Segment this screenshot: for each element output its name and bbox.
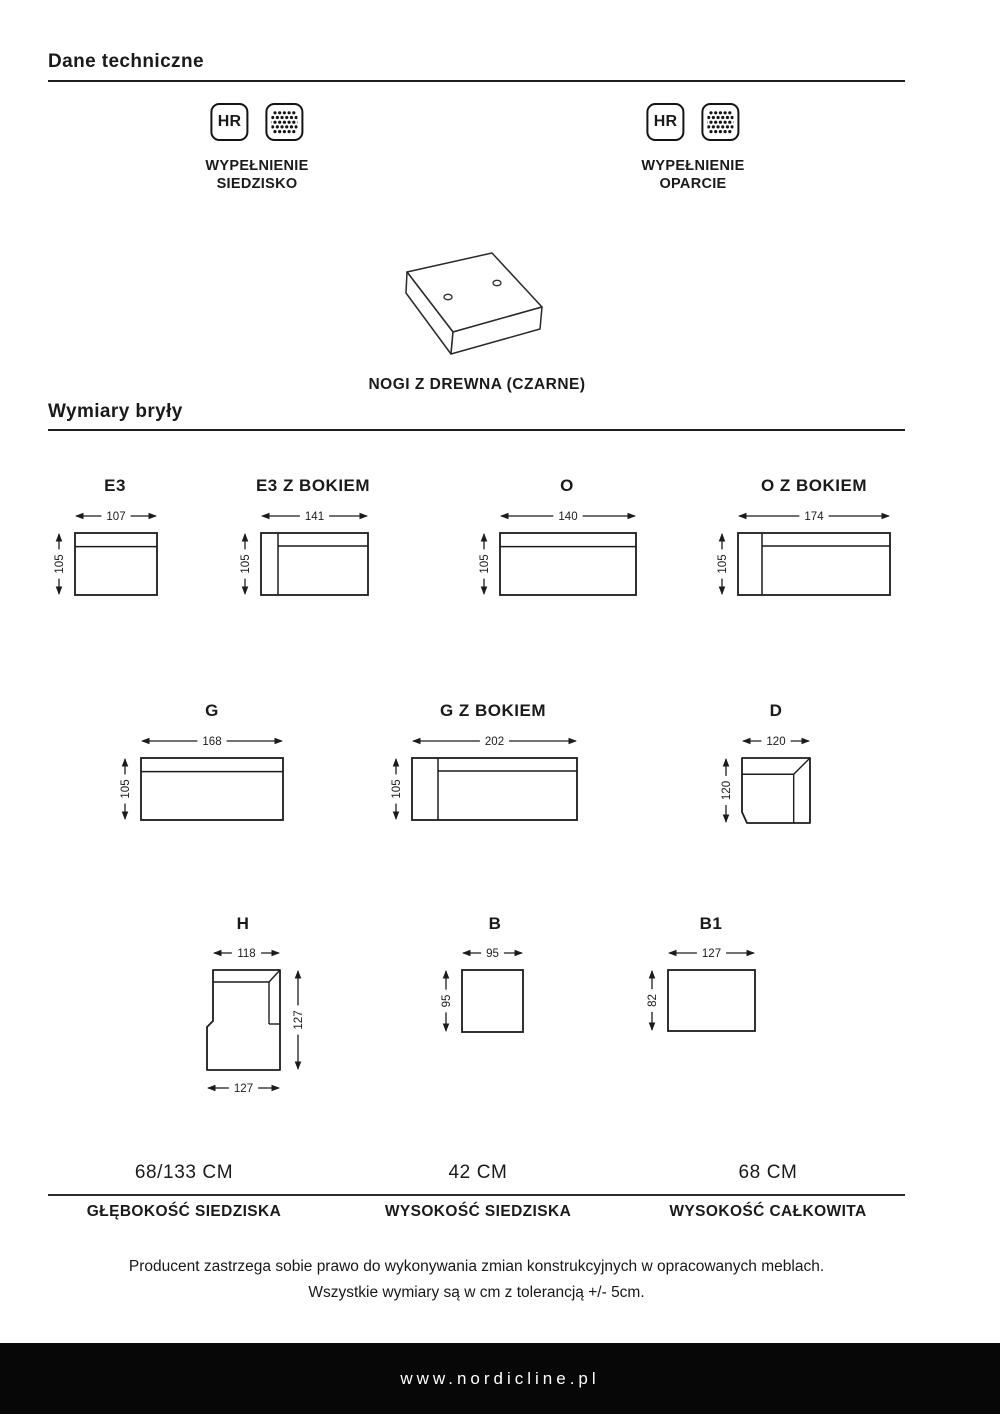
dimension-value: 140 bbox=[558, 511, 578, 523]
legs-caption: NOGI Z DREWNA (CZARNE) bbox=[368, 376, 586, 393]
module-title: O Z BOKIEM bbox=[760, 476, 868, 495]
dimension-value: 105 bbox=[120, 779, 132, 799]
dimension-value: 95 bbox=[486, 948, 499, 960]
module-diagram-o-z-bokiem bbox=[702, 505, 902, 603]
module-diagram-g bbox=[105, 730, 295, 828]
module-diagram-g-z-bokiem bbox=[376, 730, 589, 828]
module-diagram-h bbox=[203, 942, 328, 1108]
module-diagram-b bbox=[426, 942, 535, 1040]
filling-seat-group bbox=[205, 103, 308, 193]
spec-seat-height bbox=[385, 1162, 571, 1221]
hr-foam-badge-icon: HR bbox=[210, 103, 248, 141]
spec-label: WYSOKOŚĆ SIEDZISKA bbox=[384, 1203, 572, 1220]
foam-dots-icon bbox=[265, 103, 303, 141]
module-title: E3 bbox=[104, 476, 126, 495]
dimension-value: 127 bbox=[701, 948, 722, 960]
dimension-value: 105 bbox=[479, 554, 491, 574]
module-title: G Z BOKIEM bbox=[439, 701, 547, 720]
hr-foam-badge-icon: HR bbox=[646, 103, 684, 141]
dimension-value: 95 bbox=[441, 994, 453, 1008]
foam-dots-icon bbox=[701, 103, 739, 141]
filling-label-line2: SIEDZISKO bbox=[216, 176, 298, 192]
module-diagram-e3-z-bokiem bbox=[225, 505, 380, 603]
divider bbox=[48, 80, 905, 82]
module-title: H bbox=[236, 914, 250, 933]
filling-label-line2: OPARCIE bbox=[659, 176, 727, 192]
module-diagram-d bbox=[706, 730, 822, 831]
spec-value: 42 CM bbox=[448, 1162, 508, 1183]
dimension-value: 105 bbox=[54, 554, 66, 574]
dimension-value: 202 bbox=[484, 736, 505, 748]
module-diagram-o bbox=[464, 505, 648, 603]
foam-dots-pattern bbox=[271, 109, 297, 135]
module-title: O bbox=[560, 476, 574, 495]
dimension-value: 105 bbox=[240, 554, 252, 574]
foam-dots-pattern bbox=[707, 109, 733, 135]
spec-seat-depth bbox=[87, 1162, 281, 1221]
filling-back-group bbox=[641, 103, 744, 193]
dimension-value: 120 bbox=[721, 780, 733, 801]
module-title: D bbox=[769, 701, 783, 720]
spec-label: GŁĘBOKOŚĆ SIEDZISKA bbox=[86, 1203, 282, 1220]
disclaimer-line1: Producent zastrzega sobie prawo do wykonywania zmian konstrukcyjnych w opracowanych meblach. bbox=[128, 1258, 825, 1275]
filling-label-line1: WYPEŁNIENIE bbox=[641, 158, 745, 174]
dimension-value: 105 bbox=[391, 779, 403, 799]
divider bbox=[48, 429, 905, 431]
dimension-value: 82 bbox=[647, 994, 659, 1007]
dimension-value: 127 bbox=[293, 1010, 305, 1030]
disclaimer-line2: Wszystkie wymiary są w cm z tolerancją +/- 5cm. bbox=[308, 1284, 645, 1301]
wooden-leg-illustration bbox=[397, 252, 557, 367]
module-diagram-e3 bbox=[39, 505, 169, 603]
module-diagram-b1 bbox=[632, 942, 767, 1039]
disclaimer bbox=[48, 1254, 905, 1306]
module-title: B1 bbox=[699, 914, 723, 933]
footer-bar bbox=[0, 1343, 1000, 1414]
dimension-value: 118 bbox=[237, 948, 256, 960]
module-title: B bbox=[488, 914, 502, 933]
section-title-wymiary-bryly: Wymiary bryły bbox=[48, 401, 183, 422]
dimension-value: 168 bbox=[202, 736, 222, 748]
filling-label-line1: WYPEŁNIENIE bbox=[205, 158, 309, 174]
dimension-value: 107 bbox=[106, 511, 126, 523]
dimension-value: 120 bbox=[766, 736, 786, 748]
section-title-dane-techniczne: Dane techniczne bbox=[48, 51, 204, 72]
spec-label: WYSOKOŚĆ CAŁKOWITA bbox=[669, 1203, 867, 1220]
filling-back-label bbox=[641, 157, 744, 193]
divider bbox=[48, 1194, 905, 1196]
module-title: E3 Z BOKIEM bbox=[255, 476, 371, 495]
dimension-value: 127 bbox=[233, 1083, 254, 1095]
filling-seat-label bbox=[205, 157, 308, 193]
dimension-value: 174 bbox=[804, 511, 824, 523]
module-title: G bbox=[205, 701, 219, 720]
spec-value: 68/133 CM bbox=[134, 1162, 234, 1183]
spec-value: 68 CM bbox=[738, 1162, 798, 1183]
website-url: www.nordicline.pl bbox=[400, 1368, 600, 1388]
dimension-value: 141 bbox=[304, 511, 325, 523]
dimension-value: 105 bbox=[717, 554, 729, 574]
spec-total-height bbox=[669, 1162, 866, 1221]
